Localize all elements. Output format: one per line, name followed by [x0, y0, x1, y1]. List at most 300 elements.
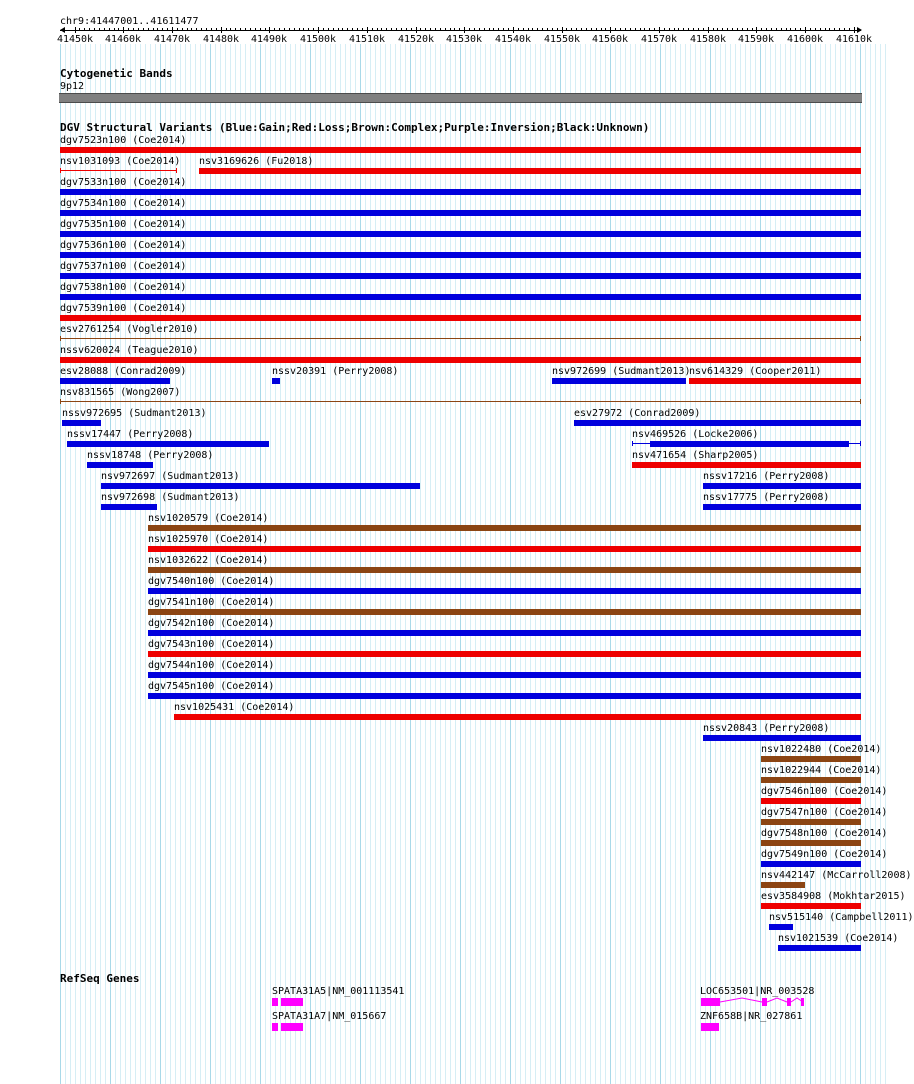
- ruler-minor-tick: [187, 28, 188, 31]
- ruler-minor-tick: [391, 28, 392, 31]
- ruler-minor-tick: [839, 28, 840, 31]
- dgv-feature-label[interactable]: dgv7533n100 (Coe2014): [60, 177, 187, 188]
- ruler-minor-tick: [717, 28, 718, 31]
- ruler-minor-tick: [649, 28, 650, 31]
- ruler-minor-tick: [89, 28, 90, 31]
- ruler-minor-tick: [459, 28, 460, 31]
- ruler-minor-tick: [445, 28, 446, 31]
- ruler-minor-tick: [766, 28, 767, 31]
- dgv-feature-bar[interactable]: [148, 672, 861, 678]
- ruler-minor-tick: [737, 28, 738, 31]
- dgv-feature-label[interactable]: nsv831565 (Wong2007): [60, 387, 181, 398]
- ruler-minor-tick: [167, 28, 168, 31]
- dgv-feature-label[interactable]: dgv7536n100 (Coe2014): [60, 240, 187, 251]
- ruler-tick: [367, 27, 368, 33]
- ruler-minor-tick: [338, 28, 339, 31]
- dgv-feature-bar[interactable]: [778, 945, 861, 951]
- ruler-tick: [221, 27, 222, 33]
- dgv-feature-label[interactable]: dgv7545n100 (Coe2014): [148, 681, 275, 692]
- ruler-minor-tick: [182, 28, 183, 31]
- cytoband-9p12[interactable]: [59, 93, 862, 103]
- ruler-minor-tick: [713, 28, 714, 31]
- dgv-feature-label[interactable]: dgv7547n100 (Coe2014): [761, 807, 888, 818]
- dgv-feature-bar[interactable]: [761, 819, 861, 825]
- ruler-minor-tick: [829, 28, 830, 31]
- ruler-minor-tick: [790, 28, 791, 31]
- ruler-minor-tick: [640, 28, 641, 31]
- ruler-minor-tick: [654, 28, 655, 31]
- ruler-tick: [172, 27, 173, 33]
- dgv-feature-bar[interactable]: [761, 756, 861, 762]
- dgv-feature-bar[interactable]: [574, 420, 861, 426]
- ruler-minor-tick: [776, 28, 777, 31]
- ruler-minor-tick: [644, 28, 645, 31]
- dgv-feature-label[interactable]: dgv7541n100 (Coe2014): [148, 597, 275, 608]
- ruler-minor-tick: [825, 28, 826, 31]
- ruler-minor-tick: [104, 28, 105, 31]
- ruler-tick: [464, 27, 465, 33]
- ruler-arrow-left: [60, 27, 65, 33]
- dgv-feature-bar[interactable]: [148, 588, 861, 594]
- ruler-minor-tick: [566, 28, 567, 31]
- dgv-feature-bar[interactable]: [761, 861, 861, 867]
- dgv-feature-label[interactable]: nsv471654 (Sharp2005): [632, 450, 759, 461]
- gene-exon: [762, 998, 767, 1006]
- ruler-minor-tick: [250, 28, 251, 31]
- ruler-minor-tick: [216, 28, 217, 31]
- ruler-minor-tick: [489, 28, 490, 31]
- ruler-minor-tick: [308, 28, 309, 31]
- dgv-feature-bar[interactable]: [60, 170, 177, 171]
- gene-label-loc653501[interactable]: LOC653501|NR_003528: [700, 986, 815, 997]
- ruler-minor-tick: [79, 28, 80, 31]
- gene-exon: [701, 1023, 719, 1031]
- dgv-feature-label[interactable]: dgv7538n100 (Coe2014): [60, 282, 187, 293]
- dgv-feature-label[interactable]: dgv7540n100 (Coe2014): [148, 576, 275, 587]
- ruler-minor-tick: [381, 28, 382, 31]
- ruler-minor-tick: [138, 28, 139, 31]
- cytoband-track-title: Cytogenetic Bands: [60, 67, 173, 80]
- ruler-minor-tick: [333, 28, 334, 31]
- ruler-tick-label: 41590k: [737, 34, 775, 45]
- dgv-feature-label[interactable]: dgv7534n100 (Coe2014): [60, 198, 187, 209]
- ruler-minor-tick: [469, 28, 470, 31]
- ruler-minor-tick: [265, 28, 266, 31]
- ruler-tick: [659, 27, 660, 33]
- dgv-feature-bar[interactable]: [761, 798, 861, 804]
- ruler-minor-tick: [328, 28, 329, 31]
- gene-label-znf658b[interactable]: ZNF658B|NR_027861: [700, 1011, 803, 1022]
- dgv-feature-bar[interactable]: [62, 420, 101, 426]
- cytoband-label[interactable]: 9p12: [60, 81, 85, 92]
- dgv-feature-bar[interactable]: [60, 231, 861, 237]
- gene-exon: [787, 998, 791, 1006]
- ruler-tick: [318, 27, 319, 33]
- ruler-minor-tick: [576, 28, 577, 31]
- ruler-minor-tick: [425, 28, 426, 31]
- ruler-tick: [854, 27, 855, 33]
- ruler-minor-tick: [547, 28, 548, 31]
- ruler-minor-tick: [342, 28, 343, 31]
- ruler-minor-tick: [503, 28, 504, 31]
- ruler-minor-tick: [313, 28, 314, 31]
- dgv-feature-label[interactable]: nsv469526 (Locke2006): [632, 429, 759, 440]
- dgv-feature-bar[interactable]: [174, 714, 861, 720]
- dgv-feature-bar[interactable]: [703, 735, 861, 741]
- ruler-minor-tick: [781, 28, 782, 31]
- ruler-minor-tick: [742, 28, 743, 31]
- dgv-feature-bar[interactable]: [60, 357, 861, 363]
- ruler-minor-tick: [552, 28, 553, 31]
- ruler-tick: [269, 27, 270, 33]
- ruler-minor-tick: [128, 28, 129, 31]
- ruler-tick-label: 41460k: [104, 34, 142, 45]
- ruler-minor-tick: [245, 28, 246, 31]
- ruler-minor-tick: [586, 28, 587, 31]
- dgv-feature-label[interactable]: esv27972 (Conrad2009): [574, 408, 701, 419]
- ruler-minor-tick: [235, 28, 236, 31]
- dgv-feature-end: [860, 441, 861, 446]
- dgv-feature-bar[interactable]: [148, 651, 861, 657]
- ruler-minor-tick: [430, 28, 431, 31]
- ruler-minor-tick: [94, 28, 95, 31]
- ruler-minor-tick: [289, 28, 290, 31]
- dgv-feature-label[interactable]: nsv1025431 (Coe2014): [174, 702, 295, 713]
- ruler-tick-label: 41450k: [56, 34, 94, 45]
- dgv-feature-bar[interactable]: [272, 378, 280, 384]
- ruler-minor-tick: [401, 28, 402, 31]
- ruler-minor-tick: [99, 28, 100, 31]
- dgv-feature-label[interactable]: nsv1020579 (Coe2014): [148, 513, 269, 524]
- ruler-minor-tick: [153, 28, 154, 31]
- ruler-minor-tick: [377, 28, 378, 31]
- dgv-track-title: DGV Structural Variants (Blue:Gain;Red:Loss;Brown:Complex;Purple:Inversion;Black:Unknown): [60, 121, 650, 134]
- ruler-minor-tick: [440, 28, 441, 31]
- ruler-minor-tick: [635, 28, 636, 31]
- dgv-feature-bar[interactable]: [60, 252, 861, 258]
- dgv-feature-bar[interactable]: [60, 401, 861, 402]
- ruler-tick: [75, 27, 76, 33]
- ruler-minor-tick: [678, 28, 679, 31]
- dgv-feature-bar[interactable]: [761, 882, 805, 888]
- dgv-feature-label[interactable]: dgv7548n100 (Coe2014): [761, 828, 888, 839]
- ruler-minor-tick: [133, 28, 134, 31]
- gene-exon: [701, 998, 720, 1006]
- gene-exon: [272, 1023, 278, 1031]
- ruler-tick: [805, 27, 806, 33]
- dgv-feature-label[interactable]: esv28088 (Conrad2009): [60, 366, 187, 377]
- ruler-tick-label: 41510k: [348, 34, 386, 45]
- ruler-minor-tick: [143, 28, 144, 31]
- dgv-feature-bar[interactable]: [60, 378, 170, 384]
- ruler-minor-tick: [591, 28, 592, 31]
- ruler-minor-tick: [196, 28, 197, 31]
- dgv-feature-label[interactable]: esv2761254 (Vogler2010): [60, 324, 199, 335]
- ruler-minor-tick: [303, 28, 304, 31]
- ruler-minor-tick: [849, 28, 850, 31]
- ruler-minor-tick: [532, 28, 533, 31]
- gene-exon: [281, 1023, 303, 1031]
- ruler-tick-label: 41550k: [543, 34, 581, 45]
- ruler-minor-tick: [834, 28, 835, 31]
- ruler-minor-tick: [347, 28, 348, 31]
- dgv-feature-bar[interactable]: [60, 147, 861, 153]
- dgv-feature-label[interactable]: dgv7539n100 (Coe2014): [60, 303, 187, 314]
- ruler-minor-tick: [240, 28, 241, 31]
- ruler-minor-tick: [620, 28, 621, 31]
- ruler-minor-tick: [683, 28, 684, 31]
- refseq-track-title: RefSeq Genes: [60, 972, 140, 985]
- ruler-minor-tick: [722, 28, 723, 31]
- dgv-feature-label[interactable]: esv3584908 (Mokhtar2015): [761, 891, 906, 902]
- dgv-feature-label[interactable]: nsv1022480 (Coe2014): [761, 744, 882, 755]
- ruler-minor-tick: [299, 28, 300, 31]
- dgv-feature-bar[interactable]: [769, 924, 793, 930]
- ruler-tick: [610, 27, 611, 33]
- dgv-feature-end: [60, 336, 61, 341]
- ruler-minor-tick: [148, 28, 149, 31]
- ruler-minor-tick: [162, 28, 163, 31]
- ruler-minor-tick: [386, 28, 387, 31]
- ruler-tick-label: 41610k: [835, 34, 873, 45]
- ruler-minor-tick: [493, 28, 494, 31]
- dgv-feature-bar[interactable]: [60, 294, 861, 300]
- dgv-feature-label[interactable]: nssv20391 (Perry2008): [272, 366, 399, 377]
- ruler-minor-tick: [84, 28, 85, 31]
- dgv-feature-bar[interactable]: [148, 630, 861, 636]
- ruler-minor-tick: [703, 28, 704, 31]
- ruler-minor-tick: [771, 28, 772, 31]
- dgv-feature-label[interactable]: nsv1032622 (Coe2014): [148, 555, 269, 566]
- ruler-minor-tick: [508, 28, 509, 31]
- dgv-feature-label[interactable]: nsv442147 (McCarroll2008): [761, 870, 912, 881]
- gene-label-spata31a5[interactable]: SPATA31A5|NM_001113541: [272, 986, 405, 997]
- ruler-minor-tick: [372, 28, 373, 31]
- ruler-minor-tick: [693, 28, 694, 31]
- dgv-feature-label[interactable]: nssv972695 (Sudmant2013): [62, 408, 207, 419]
- dgv-feature-bar[interactable]: [101, 483, 420, 489]
- ruler-minor-tick: [615, 28, 616, 31]
- ruler-minor-tick: [786, 28, 787, 31]
- ruler-tick-label: 41480k: [202, 34, 240, 45]
- dgv-feature-label[interactable]: nssv18748 (Perry2008): [87, 450, 214, 461]
- ruler-minor-tick: [761, 28, 762, 31]
- dgv-feature-label[interactable]: nsv972699 (Sudmant2013): [552, 366, 691, 377]
- dgv-feature-bar[interactable]: [60, 273, 861, 279]
- dgv-feature-bar[interactable]: [60, 338, 861, 339]
- ruler-tick-label: 41600k: [786, 34, 824, 45]
- ruler-minor-tick: [294, 28, 295, 31]
- dgv-feature-bar[interactable]: [148, 693, 861, 699]
- ruler-tick-label: 41540k: [494, 34, 532, 45]
- ruler-minor-tick: [669, 28, 670, 31]
- ruler-minor-tick: [157, 28, 158, 31]
- dgv-feature-end: [60, 168, 61, 173]
- ruler-minor-tick: [362, 28, 363, 31]
- ruler-minor-tick: [177, 28, 178, 31]
- ruler-tick: [708, 27, 709, 33]
- ruler-tick-label: 41580k: [689, 34, 727, 45]
- ruler-minor-tick: [420, 28, 421, 31]
- ruler-minor-tick: [357, 28, 358, 31]
- ruler-minor-tick: [454, 28, 455, 31]
- ruler-tick-label: 41490k: [250, 34, 288, 45]
- ruler-tick: [123, 27, 124, 33]
- ruler-minor-tick: [795, 28, 796, 31]
- ruler-minor-tick: [279, 28, 280, 31]
- dgv-feature-bar[interactable]: [60, 210, 861, 216]
- ruler-tick: [416, 27, 417, 33]
- ruler-minor-tick: [474, 28, 475, 31]
- ruler-tick-label: 41570k: [640, 34, 678, 45]
- dgv-feature-bar[interactable]: [199, 168, 861, 174]
- ruler-minor-tick: [528, 28, 529, 31]
- ruler-minor-tick: [450, 28, 451, 31]
- gene-exon: [281, 998, 303, 1006]
- ruler-minor-tick: [810, 28, 811, 31]
- ruler-minor-tick: [537, 28, 538, 31]
- dgv-feature-label[interactable]: dgv7544n100 (Coe2014): [148, 660, 275, 671]
- ruler-minor-tick: [752, 28, 753, 31]
- ruler-minor-tick: [727, 28, 728, 31]
- dgv-feature-block[interactable]: [650, 441, 849, 447]
- dgv-feature-end: [632, 441, 633, 446]
- ruler-minor-tick: [571, 28, 572, 31]
- dgv-feature-label[interactable]: nsv972697 (Sudmant2013): [101, 471, 240, 482]
- ruler-minor-tick: [844, 28, 845, 31]
- ruler-minor-tick: [206, 28, 207, 31]
- ruler-minor-tick: [698, 28, 699, 31]
- dgv-feature-bar[interactable]: [87, 462, 153, 468]
- dgv-feature-label[interactable]: dgv7535n100 (Coe2014): [60, 219, 187, 230]
- ruler-minor-tick: [352, 28, 353, 31]
- dgv-feature-bar[interactable]: [761, 777, 861, 783]
- dgv-feature-bar[interactable]: [552, 378, 686, 384]
- ruler-minor-tick: [688, 28, 689, 31]
- dgv-feature-bar[interactable]: [761, 840, 861, 846]
- ruler-tick: [513, 27, 514, 33]
- dgv-feature-bar[interactable]: [632, 462, 861, 468]
- dgv-feature-label[interactable]: dgv7543n100 (Coe2014): [148, 639, 275, 650]
- ruler-minor-tick: [664, 28, 665, 31]
- ruler-minor-tick: [396, 28, 397, 31]
- ruler-minor-tick: [226, 28, 227, 31]
- ruler-tick-label: 41560k: [591, 34, 629, 45]
- dgv-feature-label[interactable]: nsv614329 (Cooper2011): [689, 366, 822, 377]
- dgv-feature-bar[interactable]: [689, 378, 861, 384]
- ruler-minor-tick: [732, 28, 733, 31]
- ruler-minor-tick: [191, 28, 192, 31]
- dgv-feature-bar[interactable]: [703, 483, 861, 489]
- dgv-feature-label[interactable]: dgv7523n100 (Coe2014): [60, 135, 187, 146]
- ruler-minor-tick: [201, 28, 202, 31]
- dgv-feature-bar[interactable]: [67, 441, 269, 447]
- ruler-tick-label: 41520k: [397, 34, 435, 45]
- ruler-minor-tick: [479, 28, 480, 31]
- ruler-minor-tick: [406, 28, 407, 31]
- dgv-feature-bar[interactable]: [148, 567, 861, 573]
- ruler-minor-tick: [284, 28, 285, 31]
- ruler-minor-tick: [605, 28, 606, 31]
- dgv-feature-bar[interactable]: [761, 903, 861, 909]
- dgv-feature-bar[interactable]: [148, 546, 861, 552]
- dgv-feature-bar[interactable]: [60, 315, 861, 321]
- ruler-tick-label: 41500k: [299, 34, 337, 45]
- ruler-minor-tick: [630, 28, 631, 31]
- ruler-minor-tick: [581, 28, 582, 31]
- gene-label-spata31a7[interactable]: SPATA31A7|NM_015667: [272, 1011, 387, 1022]
- dgv-feature-label[interactable]: dgv7542n100 (Coe2014): [148, 618, 275, 629]
- ruler-minor-tick: [274, 28, 275, 31]
- ruler-minor-tick: [518, 28, 519, 31]
- ruler-minor-tick: [230, 28, 231, 31]
- dgv-feature-label[interactable]: nssv17775 (Perry2008): [703, 492, 830, 503]
- dgv-feature-label[interactable]: nsv1022944 (Coe2014): [761, 765, 882, 776]
- ruler-tick: [756, 27, 757, 33]
- position-label: chr9:41447001..41611477: [60, 16, 199, 27]
- dgv-feature-label[interactable]: dgv7546n100 (Coe2014): [761, 786, 888, 797]
- dgv-feature-label[interactable]: dgv7537n100 (Coe2014): [60, 261, 187, 272]
- ruler-tick-label: 41530k: [445, 34, 483, 45]
- ruler-minor-tick: [820, 28, 821, 31]
- dgv-feature-end: [860, 336, 861, 341]
- ruler-minor-tick: [323, 28, 324, 31]
- dgv-feature-end: [60, 399, 61, 404]
- dgv-feature-label[interactable]: nsv515140 (Campbell2011): [769, 912, 914, 923]
- dgv-feature-bar[interactable]: [703, 504, 861, 510]
- dgv-feature-label[interactable]: nsv1021539 (Coe2014): [778, 933, 899, 944]
- dgv-feature-end: [176, 168, 177, 173]
- ruler-minor-tick: [498, 28, 499, 31]
- dgv-feature-label[interactable]: nsv972698 (Sudmant2013): [101, 492, 240, 503]
- dgv-feature-label[interactable]: nssv17447 (Perry2008): [67, 429, 194, 440]
- ruler-minor-tick: [674, 28, 675, 31]
- dgv-feature-label[interactable]: nssv17216 (Perry2008): [703, 471, 830, 482]
- dgv-feature-end: [860, 399, 861, 404]
- dgv-feature-bar[interactable]: [148, 609, 861, 615]
- ruler-minor-tick: [557, 28, 558, 31]
- gene-exon: [801, 998, 804, 1006]
- ruler-minor-tick: [542, 28, 543, 31]
- ruler-minor-tick: [523, 28, 524, 31]
- ruler-minor-tick: [484, 28, 485, 31]
- ruler-minor-tick: [411, 28, 412, 31]
- ruler-minor-tick: [815, 28, 816, 31]
- ruler-minor-tick: [625, 28, 626, 31]
- dgv-feature-label[interactable]: dgv7549n100 (Coe2014): [761, 849, 888, 860]
- ruler-minor-tick: [255, 28, 256, 31]
- ruler-minor-tick: [800, 28, 801, 31]
- ruler-minor-tick: [109, 28, 110, 31]
- dgv-feature-label[interactable]: nsv1031093 (Coe2014): [60, 156, 181, 167]
- dgv-feature-label[interactable]: nsv1025970 (Coe2014): [148, 534, 269, 545]
- ruler-tick: [562, 27, 563, 33]
- dgv-feature-bar[interactable]: [101, 504, 157, 510]
- ruler-tick-label: 41470k: [153, 34, 191, 45]
- dgv-feature-label[interactable]: nssv20843 (Perry2008): [703, 723, 830, 734]
- dgv-feature-bar[interactable]: [148, 525, 861, 531]
- ruler-minor-tick: [601, 28, 602, 31]
- dgv-feature-label[interactable]: nssv620024 (Teague2010): [60, 345, 199, 356]
- dgv-feature-bar[interactable]: [60, 189, 861, 195]
- ruler-minor-tick: [260, 28, 261, 31]
- dgv-feature-label[interactable]: nsv3169626 (Fu2018): [199, 156, 314, 167]
- gene-exon: [272, 998, 278, 1006]
- ruler-arrow-right: [857, 27, 862, 33]
- ruler-minor-tick: [747, 28, 748, 31]
- ruler-minor-tick: [118, 28, 119, 31]
- ruler-minor-tick: [596, 28, 597, 31]
